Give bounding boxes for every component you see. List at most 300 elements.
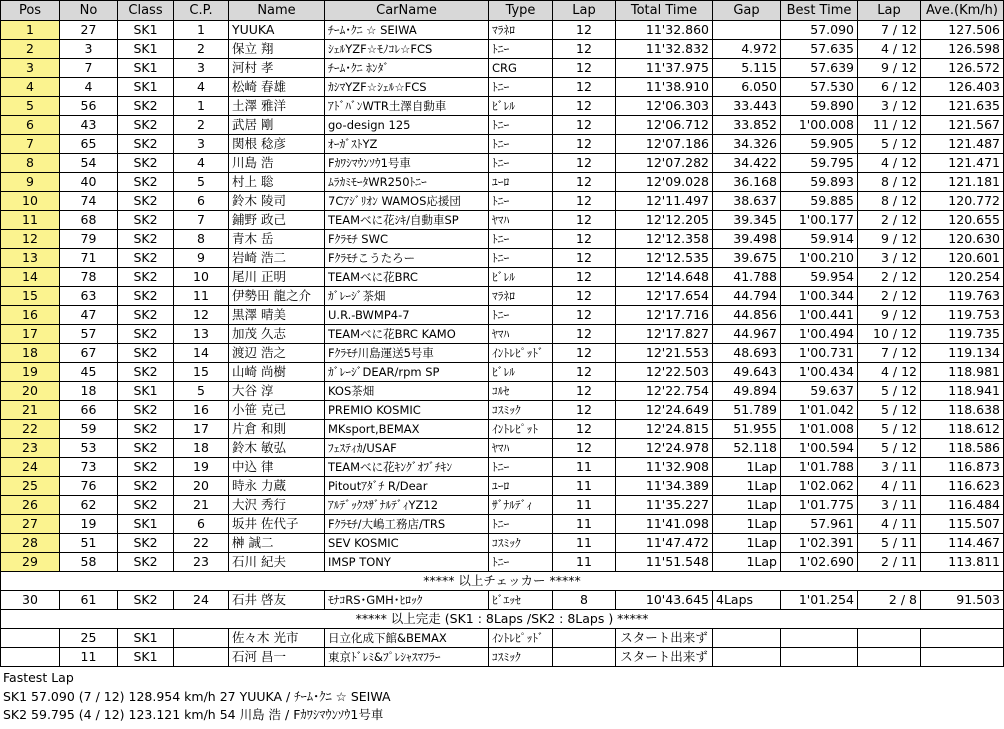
cp-cell: 2 bbox=[174, 116, 229, 135]
number-cell: 43 bbox=[60, 116, 118, 135]
type-cell: ｲﾝﾄﾚﾋﾟｯﾄﾞ bbox=[489, 344, 553, 363]
carname-cell: 日立化成下館&BEMAX bbox=[325, 629, 489, 648]
best-time-cell: 57.090 bbox=[781, 21, 858, 40]
number-cell: 25 bbox=[60, 629, 118, 648]
cp-cell: 10 bbox=[174, 268, 229, 287]
carname-cell: 7Cｱｼﾞﾘｵﾝ WAMOS応援団 bbox=[325, 192, 489, 211]
name-cell: 武居 剛 bbox=[229, 116, 325, 135]
class-cell: SK2 bbox=[118, 287, 174, 306]
type-cell: ｺｽﾐｯｸ bbox=[489, 534, 553, 553]
class-cell: SK2 bbox=[118, 230, 174, 249]
type-cell: ﾔﾏﾊ bbox=[489, 211, 553, 230]
lap-cell: 12 bbox=[553, 401, 616, 420]
best-time-cell: 1'00.494 bbox=[781, 325, 858, 344]
col-name: Name bbox=[229, 1, 325, 21]
average-cell: 116.623 bbox=[921, 477, 1004, 496]
table-row bbox=[1, 344, 1004, 363]
carname-cell: MKsport,BEMAX bbox=[325, 420, 489, 439]
best-lap-cell: 7 / 12 bbox=[858, 21, 921, 40]
gap-cell: 34.422 bbox=[713, 154, 781, 173]
best-lap-cell: 2 / 12 bbox=[858, 268, 921, 287]
average-cell: 120.254 bbox=[921, 268, 1004, 287]
cp-cell: 12 bbox=[174, 306, 229, 325]
pos-cell: 10 bbox=[1, 192, 60, 211]
carname-cell: ﾌｪｽﾃｨｶ/USAF bbox=[325, 439, 489, 458]
total-time-cell: 11'32.860 bbox=[616, 21, 713, 40]
total-time-cell: 11'47.472 bbox=[616, 534, 713, 553]
class-cell: SK1 bbox=[118, 78, 174, 97]
number-cell: 68 bbox=[60, 211, 118, 230]
class-cell: SK2 bbox=[118, 553, 174, 572]
pos-cell: 14 bbox=[1, 268, 60, 287]
best-time-cell: 59.890 bbox=[781, 97, 858, 116]
table-row bbox=[1, 439, 1004, 458]
name-cell: 伊勢田 龍之介 bbox=[229, 287, 325, 306]
table-row bbox=[1, 21, 1004, 40]
average-cell: 126.572 bbox=[921, 59, 1004, 78]
best-lap-cell: 2 / 12 bbox=[858, 211, 921, 230]
number-cell: 66 bbox=[60, 401, 118, 420]
average-cell: 126.598 bbox=[921, 40, 1004, 59]
pos-cell: 12 bbox=[1, 230, 60, 249]
lap-cell: 11 bbox=[553, 515, 616, 534]
table-row bbox=[1, 154, 1004, 173]
best-lap-cell: 4 / 12 bbox=[858, 363, 921, 382]
col-best-time: Best Time bbox=[781, 1, 858, 21]
dns-row bbox=[1, 648, 1004, 667]
best-time-cell: 59.893 bbox=[781, 173, 858, 192]
lap-cell: 12 bbox=[553, 135, 616, 154]
cp-cell: 23 bbox=[174, 553, 229, 572]
type-cell: ﾄﾆｰ bbox=[489, 515, 553, 534]
total-time-cell: 10'43.645 bbox=[616, 591, 713, 610]
gap-cell: 48.693 bbox=[713, 344, 781, 363]
average-cell: 118.586 bbox=[921, 439, 1004, 458]
number-cell: 19 bbox=[60, 515, 118, 534]
carname-cell: Fｸﾗﾓﾁこうたろー bbox=[325, 249, 489, 268]
gap-cell: 1Lap bbox=[713, 458, 781, 477]
total-time-cell: 12'14.648 bbox=[616, 268, 713, 287]
number-cell: 18 bbox=[60, 382, 118, 401]
total-time-cell: 12'24.815 bbox=[616, 420, 713, 439]
pos-cell: 18 bbox=[1, 344, 60, 363]
type-cell: ｲﾝﾄﾚﾋﾟｯﾄ bbox=[489, 420, 553, 439]
lap-cell: 12 bbox=[553, 21, 616, 40]
type-cell: ﾄﾆｰ bbox=[489, 306, 553, 325]
best-time-cell: 1'02.062 bbox=[781, 477, 858, 496]
average-cell: 121.567 bbox=[921, 116, 1004, 135]
best-lap-cell: 6 / 12 bbox=[858, 78, 921, 97]
type-cell: ﾄﾆｰ bbox=[489, 230, 553, 249]
lap-cell: 11 bbox=[553, 534, 616, 553]
cp-cell: 21 bbox=[174, 496, 229, 515]
total-time-cell: 12'07.282 bbox=[616, 154, 713, 173]
lap-cell: 12 bbox=[553, 439, 616, 458]
name-cell: 村上 聡 bbox=[229, 173, 325, 192]
total-time-cell: 12'06.712 bbox=[616, 116, 713, 135]
name-cell: 大谷 淳 bbox=[229, 382, 325, 401]
gap-cell: 1Lap bbox=[713, 553, 781, 572]
best-time-cell: 1'00.210 bbox=[781, 249, 858, 268]
gap-cell: 51.955 bbox=[713, 420, 781, 439]
cp-cell: 20 bbox=[174, 477, 229, 496]
type-cell: ｻﾞﾅﾙﾃﾞｨ bbox=[489, 496, 553, 515]
average-cell: 127.506 bbox=[921, 21, 1004, 40]
cp-cell: 3 bbox=[174, 59, 229, 78]
pos-cell: 6 bbox=[1, 116, 60, 135]
best-time-cell: 1'00.441 bbox=[781, 306, 858, 325]
table-row bbox=[1, 401, 1004, 420]
class-cell: SK2 bbox=[118, 268, 174, 287]
number-cell: 58 bbox=[60, 553, 118, 572]
table-row bbox=[1, 515, 1004, 534]
type-cell: ﾄﾆｰ bbox=[489, 249, 553, 268]
best-time-cell: 1'01.775 bbox=[781, 496, 858, 515]
type-cell: ﾏﾗﾈﾛ bbox=[489, 21, 553, 40]
table-row bbox=[1, 496, 1004, 515]
gap-cell: 1Lap bbox=[713, 534, 781, 553]
table-row bbox=[1, 59, 1004, 78]
total-time-cell: 11'41.098 bbox=[616, 515, 713, 534]
name-cell: 石川 紀夫 bbox=[229, 553, 325, 572]
lap-cell: 12 bbox=[553, 78, 616, 97]
cp-cell: 13 bbox=[174, 325, 229, 344]
best-time-cell: 1'01.008 bbox=[781, 420, 858, 439]
number-cell: 79 bbox=[60, 230, 118, 249]
class-cell: SK2 bbox=[118, 363, 174, 382]
class-cell: SK2 bbox=[118, 116, 174, 135]
gap-cell bbox=[713, 21, 781, 40]
name-cell: 鋪野 政己 bbox=[229, 211, 325, 230]
best-time-cell: 1'01.254 bbox=[781, 591, 858, 610]
lap-cell: 12 bbox=[553, 211, 616, 230]
average-cell: 118.981 bbox=[921, 363, 1004, 382]
best-time-cell: 57.530 bbox=[781, 78, 858, 97]
class-cell: SK2 bbox=[118, 534, 174, 553]
best-time-cell: 1'01.788 bbox=[781, 458, 858, 477]
class-cell: SK2 bbox=[118, 211, 174, 230]
name-cell: 保立 翔 bbox=[229, 40, 325, 59]
total-time-cell: 11'34.389 bbox=[616, 477, 713, 496]
cp-cell: 6 bbox=[174, 192, 229, 211]
best-time-cell: 1'00.008 bbox=[781, 116, 858, 135]
gap-cell: 1Lap bbox=[713, 496, 781, 515]
average-cell: 91.503 bbox=[921, 591, 1004, 610]
type-cell: ﾋﾞｴｯｾ bbox=[489, 591, 553, 610]
class-cell: SK2 bbox=[118, 97, 174, 116]
table-row bbox=[1, 135, 1004, 154]
number-cell: 65 bbox=[60, 135, 118, 154]
average-cell: 115.507 bbox=[921, 515, 1004, 534]
best-lap-cell: 3 / 12 bbox=[858, 249, 921, 268]
gap-cell: 33.443 bbox=[713, 97, 781, 116]
pos-cell: 28 bbox=[1, 534, 60, 553]
total-time-cell: 11'32.832 bbox=[616, 40, 713, 59]
name-cell: 鈴木 敏弘 bbox=[229, 439, 325, 458]
best-time-cell: 1'00.594 bbox=[781, 439, 858, 458]
average-cell: 118.612 bbox=[921, 420, 1004, 439]
best-lap-cell: 3 / 12 bbox=[858, 97, 921, 116]
type-cell: ｺﾙｾ bbox=[489, 382, 553, 401]
carname-cell: ﾓﾅｺRS･GMH･ﾋﾛｯｸ bbox=[325, 591, 489, 610]
pos-cell: 4 bbox=[1, 78, 60, 97]
carname-cell: TEAMべに花ｷﾝｸﾞｵﾌﾞﾁｷﾝ bbox=[325, 458, 489, 477]
best-lap-cell: 3 / 11 bbox=[858, 496, 921, 515]
total-time-cell: 11'35.227 bbox=[616, 496, 713, 515]
carname-cell: TEAMべに花ｼｷ/自動車SP bbox=[325, 211, 489, 230]
type-cell: ﾕｰﾛ bbox=[489, 173, 553, 192]
cp-cell: 17 bbox=[174, 420, 229, 439]
lap-cell: 12 bbox=[553, 287, 616, 306]
table-row bbox=[1, 268, 1004, 287]
lap-cell: 8 bbox=[553, 591, 616, 610]
best-lap-cell: 4 / 12 bbox=[858, 154, 921, 173]
best-lap-cell: 9 / 12 bbox=[858, 230, 921, 249]
total-time-cell: 11'32.908 bbox=[616, 458, 713, 477]
lap-cell: 11 bbox=[553, 553, 616, 572]
number-cell: 76 bbox=[60, 477, 118, 496]
best-lap-cell: 4 / 11 bbox=[858, 477, 921, 496]
number-cell: 54 bbox=[60, 154, 118, 173]
pos-cell: 16 bbox=[1, 306, 60, 325]
cp-cell: 2 bbox=[174, 40, 229, 59]
best-time-cell: 1'02.690 bbox=[781, 553, 858, 572]
name-cell: 中込 律 bbox=[229, 458, 325, 477]
table-row bbox=[1, 534, 1004, 553]
type-cell: ﾋﾞﾚﾙ bbox=[489, 363, 553, 382]
col-carname: CarName bbox=[325, 1, 489, 21]
gap-cell: 4.972 bbox=[713, 40, 781, 59]
pos-cell: 29 bbox=[1, 553, 60, 572]
best-time-cell: 57.961 bbox=[781, 515, 858, 534]
class-cell: SK2 bbox=[118, 344, 174, 363]
pos-cell: 25 bbox=[1, 477, 60, 496]
type-cell: ｺｽﾐｯｸ bbox=[489, 401, 553, 420]
table-row bbox=[1, 591, 1004, 610]
total-time-cell: 12'22.754 bbox=[616, 382, 713, 401]
fastest-lap-title: Fastest Lap bbox=[3, 670, 74, 685]
cp-cell: 6 bbox=[174, 515, 229, 534]
number-cell: 7 bbox=[60, 59, 118, 78]
name-cell: 佐々木 光市 bbox=[229, 629, 325, 648]
lap-cell: 12 bbox=[553, 325, 616, 344]
best-lap-cell: 4 / 11 bbox=[858, 515, 921, 534]
total-time-cell: 11'38.910 bbox=[616, 78, 713, 97]
average-cell: 121.487 bbox=[921, 135, 1004, 154]
type-cell: ﾄﾆｰ bbox=[489, 116, 553, 135]
gap-cell: 41.788 bbox=[713, 268, 781, 287]
fastest-lap-sk2: SK2 59.795 (4 / 12) 123.121 km/h 54 川島 浩 / Fｶﾜｼﾏｳﾝｿｳ1号車 bbox=[3, 707, 384, 722]
cp-cell: 9 bbox=[174, 249, 229, 268]
name-cell: YUUKA bbox=[229, 21, 325, 40]
average-cell: 119.753 bbox=[921, 306, 1004, 325]
class-cell: SK2 bbox=[118, 439, 174, 458]
gap-cell: 49.643 bbox=[713, 363, 781, 382]
pos-cell: 8 bbox=[1, 154, 60, 173]
class-cell: SK2 bbox=[118, 458, 174, 477]
pos-cell: 15 bbox=[1, 287, 60, 306]
number-cell: 27 bbox=[60, 21, 118, 40]
name-cell: 川島 浩 bbox=[229, 154, 325, 173]
pos-cell: 22 bbox=[1, 420, 60, 439]
pos-cell: 27 bbox=[1, 515, 60, 534]
carname-cell: go-design 125 bbox=[325, 116, 489, 135]
type-cell: ﾋﾞﾚﾙ bbox=[489, 268, 553, 287]
name-cell: 時永 力蔵 bbox=[229, 477, 325, 496]
table-row bbox=[1, 192, 1004, 211]
table-row bbox=[1, 325, 1004, 344]
carname-cell: ｶﾞﾚｰｼﾞDEAR/rpm SP bbox=[325, 363, 489, 382]
cp-cell: 14 bbox=[174, 344, 229, 363]
table-row bbox=[1, 78, 1004, 97]
type-cell: ﾔﾏﾊ bbox=[489, 325, 553, 344]
total-time-cell: 12'12.205 bbox=[616, 211, 713, 230]
checker-separator-row bbox=[1, 572, 1004, 591]
table-row bbox=[1, 116, 1004, 135]
lap-cell: 12 bbox=[553, 154, 616, 173]
total-time-cell: 12'12.535 bbox=[616, 249, 713, 268]
table-row bbox=[1, 306, 1004, 325]
average-cell: 116.484 bbox=[921, 496, 1004, 515]
pos-cell: 26 bbox=[1, 496, 60, 515]
average-cell: 120.630 bbox=[921, 230, 1004, 249]
best-lap-cell: 5 / 12 bbox=[858, 420, 921, 439]
cp-cell: 19 bbox=[174, 458, 229, 477]
total-time-cell: 12'17.716 bbox=[616, 306, 713, 325]
table-row bbox=[1, 477, 1004, 496]
carname-cell: PREMIO KOSMIC bbox=[325, 401, 489, 420]
type-cell: ﾏﾗﾈﾛ bbox=[489, 287, 553, 306]
cp-cell: 4 bbox=[174, 78, 229, 97]
best-time-cell: 59.885 bbox=[781, 192, 858, 211]
type-cell: CRG bbox=[489, 59, 553, 78]
carname-cell: TEAMべに花BRC bbox=[325, 268, 489, 287]
name-cell: 片倉 和則 bbox=[229, 420, 325, 439]
average-cell: 121.181 bbox=[921, 173, 1004, 192]
number-cell: 3 bbox=[60, 40, 118, 59]
pos-cell: 1 bbox=[1, 21, 60, 40]
cp-cell: 1 bbox=[174, 21, 229, 40]
lap-cell: 12 bbox=[553, 97, 616, 116]
carname-cell: Pitoutｱﾀﾞﾁ R/Dear bbox=[325, 477, 489, 496]
cp-cell: 5 bbox=[174, 173, 229, 192]
pos-cell: 2 bbox=[1, 40, 60, 59]
col-type: Type bbox=[489, 1, 553, 21]
class-cell: SK1 bbox=[118, 648, 174, 667]
carname-cell: IMSP TONY bbox=[325, 553, 489, 572]
total-time-cell: 12'17.654 bbox=[616, 287, 713, 306]
average-cell: 118.941 bbox=[921, 382, 1004, 401]
carname-cell: Fｶﾜｼﾏｳﾝｿｳ1号車 bbox=[325, 154, 489, 173]
col-pos: Pos bbox=[1, 1, 60, 21]
class-cell: SK1 bbox=[118, 382, 174, 401]
carname-cell: SEV KOSMIC bbox=[325, 534, 489, 553]
total-time-cell: 12'11.497 bbox=[616, 192, 713, 211]
name-cell: 河村 孝 bbox=[229, 59, 325, 78]
class-cell: SK2 bbox=[118, 496, 174, 515]
gap-cell: 36.168 bbox=[713, 173, 781, 192]
col-no: No bbox=[60, 1, 118, 21]
status-cell: スタート出来ず bbox=[616, 648, 713, 667]
pos-cell: 3 bbox=[1, 59, 60, 78]
class-cell: SK2 bbox=[118, 249, 174, 268]
table-row bbox=[1, 287, 1004, 306]
gap-cell: 51.789 bbox=[713, 401, 781, 420]
col-lap: Lap bbox=[553, 1, 616, 21]
table-row bbox=[1, 420, 1004, 439]
gap-cell: 52.118 bbox=[713, 439, 781, 458]
number-cell: 51 bbox=[60, 534, 118, 553]
cp-cell: 16 bbox=[174, 401, 229, 420]
name-cell: 関根 稔彦 bbox=[229, 135, 325, 154]
class-cell: SK2 bbox=[118, 173, 174, 192]
total-time-cell: 12'22.503 bbox=[616, 363, 713, 382]
lap-cell: 12 bbox=[553, 230, 616, 249]
table-row bbox=[1, 40, 1004, 59]
type-cell: ﾔﾏﾊ bbox=[489, 439, 553, 458]
lap-cell: 11 bbox=[553, 496, 616, 515]
total-time-cell: 12'24.978 bbox=[616, 439, 713, 458]
carname-cell: Fｸﾗﾓﾁ川島運送5号車 bbox=[325, 344, 489, 363]
best-lap-cell: 5 / 12 bbox=[858, 135, 921, 154]
average-cell: 120.601 bbox=[921, 249, 1004, 268]
lap-cell: 12 bbox=[553, 192, 616, 211]
best-time-cell: 57.639 bbox=[781, 59, 858, 78]
class-cell: SK2 bbox=[118, 477, 174, 496]
name-cell: 鈴木 陵司 bbox=[229, 192, 325, 211]
lap-cell: 11 bbox=[553, 458, 616, 477]
cp-cell: 18 bbox=[174, 439, 229, 458]
best-lap-cell: 8 / 12 bbox=[858, 173, 921, 192]
best-time-cell: 1'00.731 bbox=[781, 344, 858, 363]
type-cell: ﾄﾆｰ bbox=[489, 553, 553, 572]
total-time-cell: 12'24.649 bbox=[616, 401, 713, 420]
name-cell: 大沢 秀行 bbox=[229, 496, 325, 515]
number-cell: 47 bbox=[60, 306, 118, 325]
total-time-cell: 12'21.553 bbox=[616, 344, 713, 363]
cp-cell: 1 bbox=[174, 97, 229, 116]
gap-cell: 44.967 bbox=[713, 325, 781, 344]
cp-cell: 8 bbox=[174, 230, 229, 249]
carname-cell: 東京ﾄﾞﾚﾐ&ﾌﾟﾚｼｬｽﾏﾌﾗｰ bbox=[325, 648, 489, 667]
number-cell: 40 bbox=[60, 173, 118, 192]
total-time-cell: 12'12.358 bbox=[616, 230, 713, 249]
gap-cell: 5.115 bbox=[713, 59, 781, 78]
col-best-lap: Lap bbox=[858, 1, 921, 21]
best-lap-cell: 3 / 11 bbox=[858, 458, 921, 477]
fastest-lap-sk1: SK1 57.090 (7 / 12) 128.954 km/h 27 YUUKA / ﾁｰﾑ･ｸﾆ ☆ SEIWA bbox=[3, 688, 391, 704]
number-cell: 56 bbox=[60, 97, 118, 116]
name-cell: 山崎 尚樹 bbox=[229, 363, 325, 382]
table-row bbox=[1, 211, 1004, 230]
best-lap-cell: 5 / 12 bbox=[858, 439, 921, 458]
pos-cell: 20 bbox=[1, 382, 60, 401]
class-cell: SK2 bbox=[118, 192, 174, 211]
best-lap-cell: 9 / 12 bbox=[858, 306, 921, 325]
type-cell: ﾄﾆｰ bbox=[489, 78, 553, 97]
carname-cell: ｱﾄﾞﾊﾞﾝWTR土澤自動車 bbox=[325, 97, 489, 116]
lap-cell: 11 bbox=[553, 477, 616, 496]
class-cell: SK2 bbox=[118, 135, 174, 154]
lap-cell: 12 bbox=[553, 249, 616, 268]
type-cell: ﾄﾆｰ bbox=[489, 458, 553, 477]
carname-cell: Fｸﾗﾓﾁ SWC bbox=[325, 230, 489, 249]
pos-cell: 9 bbox=[1, 173, 60, 192]
number-cell: 61 bbox=[60, 591, 118, 610]
carname-cell: TEAMべに花BRC KAMO bbox=[325, 325, 489, 344]
average-cell: 126.403 bbox=[921, 78, 1004, 97]
name-cell: 渡辺 浩之 bbox=[229, 344, 325, 363]
